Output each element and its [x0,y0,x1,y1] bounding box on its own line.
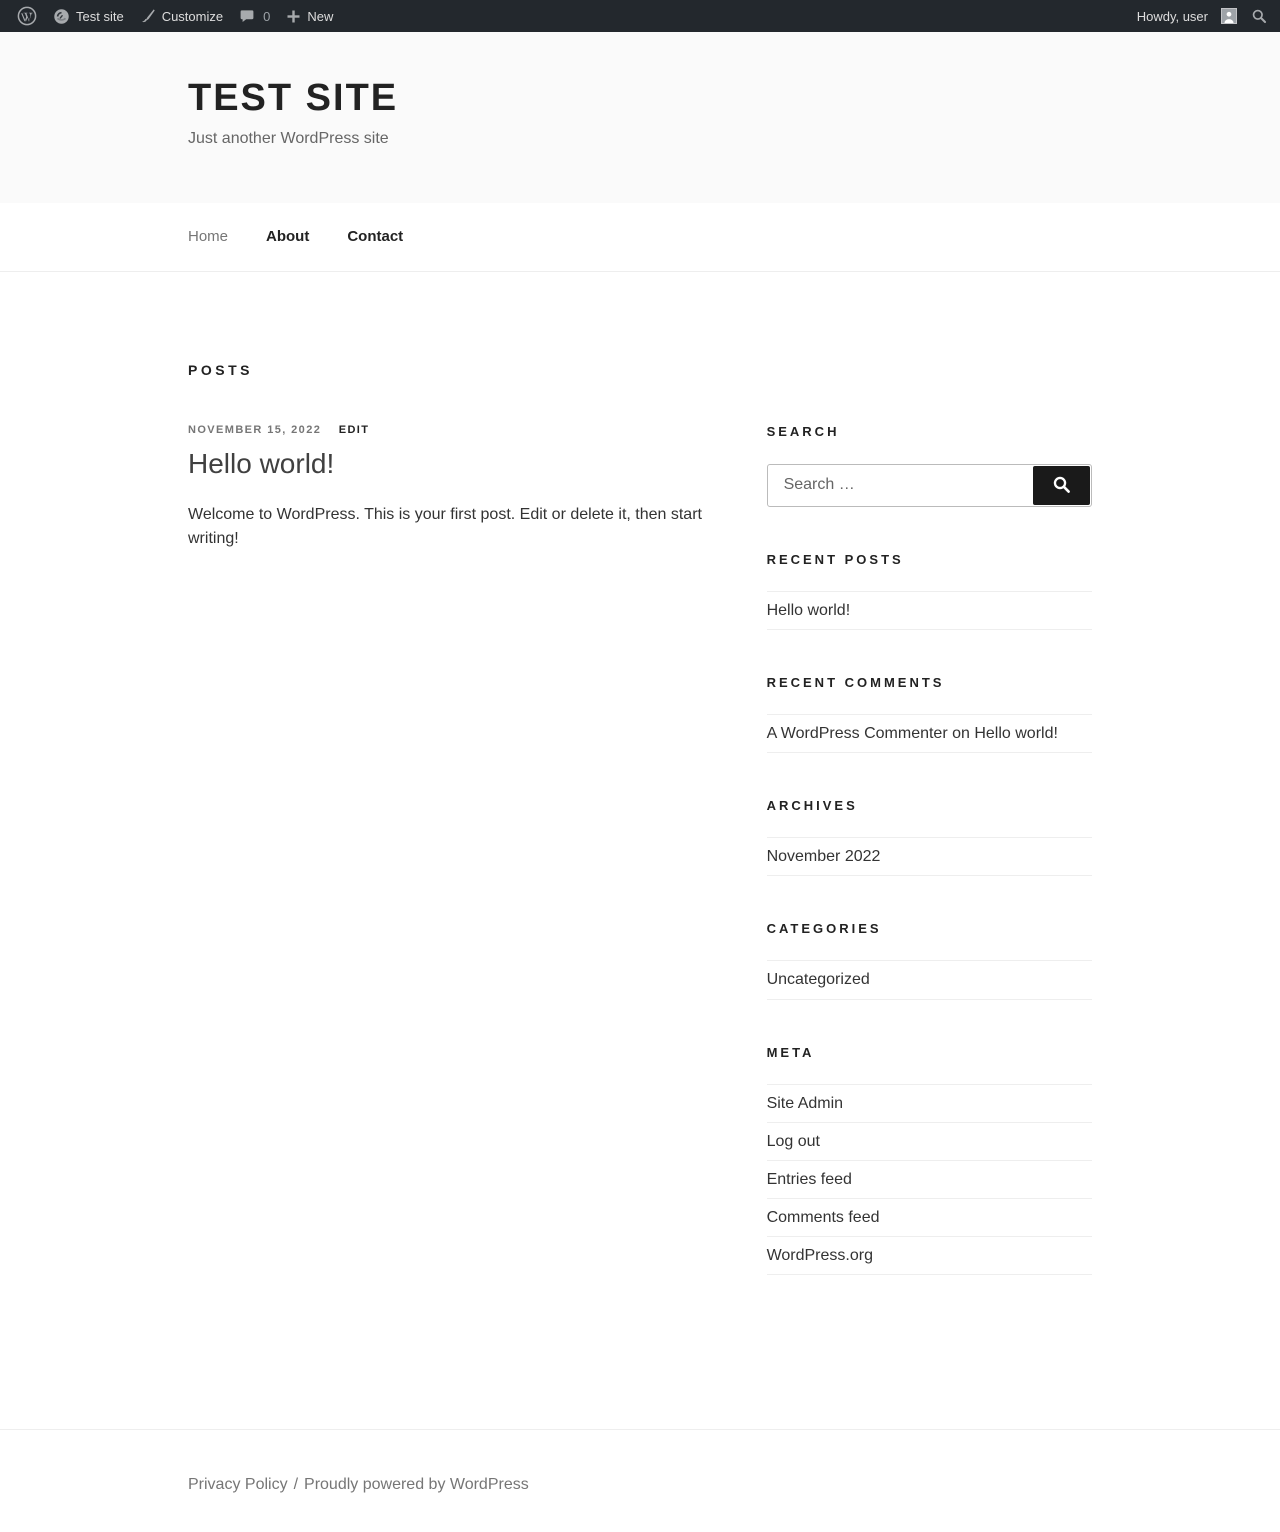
list-item [767,961,1092,999]
meta-link-entries-feed[interactable]: Entries feed [766,1170,852,1188]
howdy-label: Howdy, user [1136,8,1208,24]
commented-post-link[interactable]: Hello world! [974,724,1058,742]
search-icon [1051,474,1073,496]
entry-body: Welcome to WordPress. This is your first post. Edit or delete it, then start writing! [188,505,702,547]
post-article [188,424,712,551]
my-account-menu[interactable] [1129,0,1239,32]
recent-comments-title: RECENT COMMENTS [766,674,945,690]
comments-menu[interactable] [231,0,278,32]
search-form [767,464,1092,507]
list-item [767,715,1092,753]
search-submit-button[interactable] [1033,466,1090,505]
posts-column [188,272,712,1321]
nav-item-about[interactable]: About [266,228,310,246]
site-tagline: Just another WordPress site [188,129,389,147]
sidebar [767,272,1092,1321]
post-date[interactable]: NOVEMBER 15, 2022 [188,423,322,436]
avatar [1221,8,1237,24]
new-content-menu[interactable] [278,0,341,32]
list-item [767,1199,1092,1237]
meta-title: META [766,1044,815,1060]
site-name-label: Test site [76,8,124,24]
site-title-link[interactable]: TEST SITE [188,77,399,119]
meta-widget [767,1045,1092,1276]
nav-item-contact[interactable]: Contact [347,228,404,246]
new-label: New [307,8,334,24]
search-widget-title: SEARCH [766,423,840,439]
privacy-policy-link[interactable]: Privacy Policy [188,1476,288,1494]
customize-menu[interactable] [132,0,231,32]
wp-admin-bar [0,0,1280,32]
main-navigation [0,203,1280,272]
list-item [767,838,1092,876]
edit-link[interactable]: EDIT [338,423,370,436]
dashboard-gauge-icon [53,8,70,25]
footer-separator: / [293,1476,299,1494]
site-header [0,32,1280,203]
nav-item-home[interactable]: Home [188,228,229,246]
categories-title: CATEGORIES [766,921,882,937]
list-item [767,1085,1092,1123]
meta-link-log-out[interactable]: Log out [766,1132,820,1150]
archives-widget [767,798,1092,876]
site-title [188,78,1092,120]
recent-posts-title: RECENT POSTS [766,551,904,567]
meta-link-site-admin[interactable]: Site Admin [766,1094,844,1112]
recent-posts-widget [767,552,1092,630]
plus-icon [286,9,301,24]
customize-brush-icon [140,8,156,24]
list-item [767,1237,1092,1275]
list-item [767,1123,1092,1161]
category-link[interactable]: Uncategorized [766,971,870,989]
comment-author-link[interactable]: A WordPress Commenter [766,724,948,742]
entry-title-link[interactable]: Hello world! [188,447,335,479]
archives-title: ARCHIVES [766,798,858,814]
site-content [140,272,1140,1430]
powered-by-link[interactable]: Proudly powered by WordPress [304,1476,529,1494]
entry-title [188,444,712,483]
categories-widget [767,921,1092,999]
meta-link-wordpress-org[interactable]: WordPress.org [766,1247,873,1265]
archive-link[interactable]: November 2022 [766,848,881,866]
recent-comments-widget [767,675,1092,753]
comment-connector: on [947,724,975,742]
search-widget [767,424,1092,507]
adminbar-search-icon[interactable] [1239,0,1270,32]
comments-count: 0 [263,8,271,24]
comments-bubble-icon [239,8,255,24]
customize-label: Customize [161,8,224,24]
wordpress-logo-icon [17,6,37,26]
list-item [767,592,1092,630]
list-item [767,1161,1092,1199]
page-title: POSTS [188,361,253,378]
site-name-menu[interactable] [45,0,132,32]
recent-post-link[interactable]: Hello world! [766,601,851,619]
meta-link-comments-feed[interactable]: Comments feed [766,1209,880,1227]
entry-meta [188,424,712,436]
wp-logo-menu[interactable] [9,0,45,32]
